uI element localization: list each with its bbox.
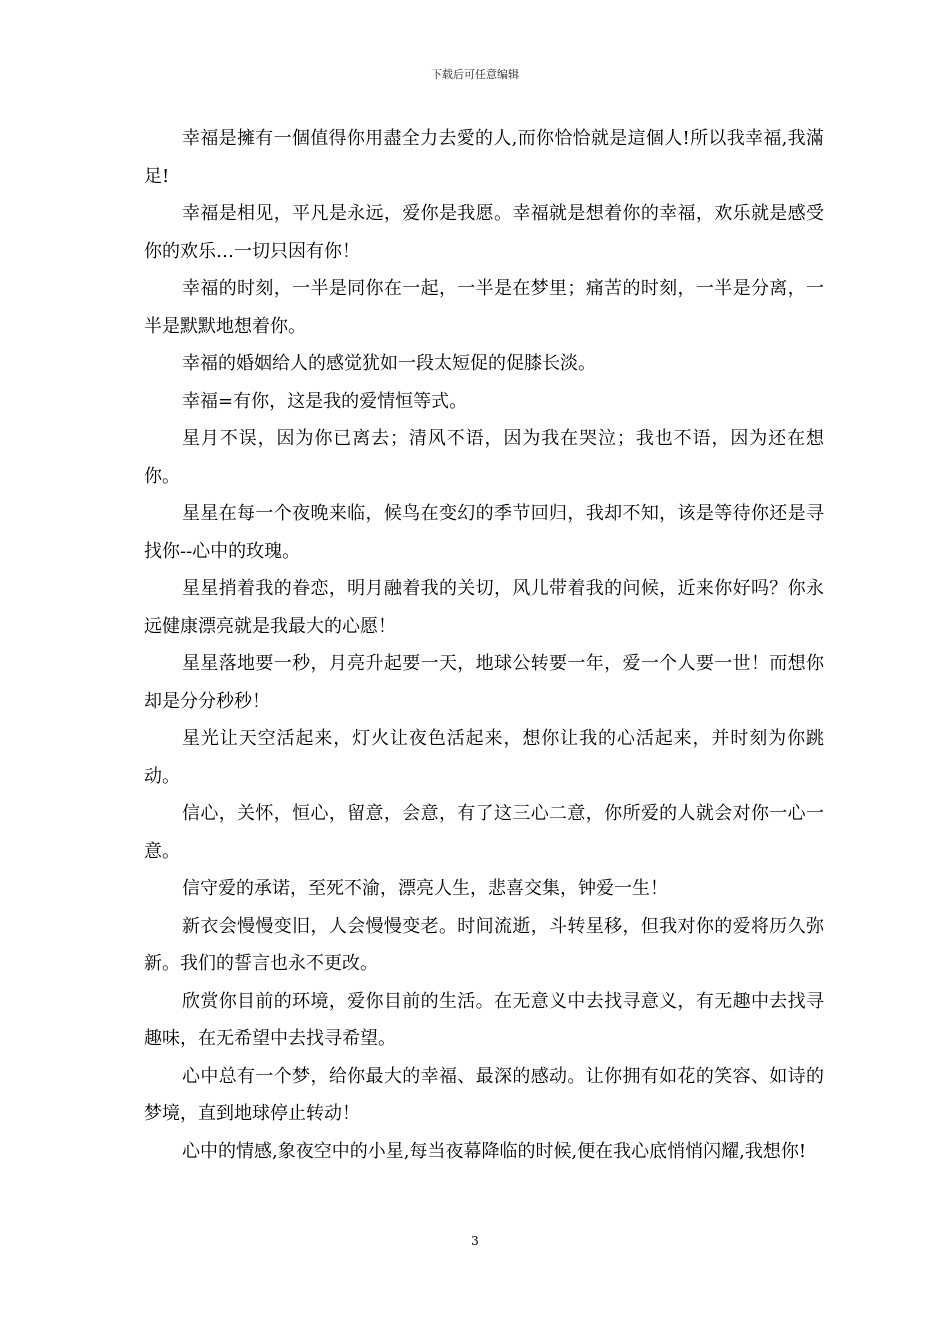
paragraph: 心中总有一个梦，给你最大的幸福、最深的感动。让你拥有如花的笑容、如诗的梦境，直到地球停止转动！ bbox=[144, 1065, 824, 1124]
paragraph: 心中的情感,象夜空中的小星,每当夜幕降临的时候,便在我心底悄悄闪耀,我想你! bbox=[182, 1140, 807, 1162]
page-header: 下载后可任意编辑 bbox=[431, 68, 519, 81]
paragraph: 幸福的时刻，一半是同你在一起，一半是在梦里；痛苦的时刻，一半是分离，一半是默默地想着你。 bbox=[144, 278, 824, 337]
paragraph: 星星在每一个夜晚来临，候鸟在变幻的季节回归，我却不知，该是等待你还是寻找你--心中的玫瑰。 bbox=[144, 503, 824, 562]
paragraph: 幸福是擁有一個值得你用盡全力去愛的人,而你恰恰就是這個人!所以我幸福,我滿足! bbox=[144, 128, 824, 187]
paragraph: 幸福=有你，这是我的爱情恒等式。 bbox=[182, 390, 468, 412]
paragraph: 星星落地要一秒，月亮升起要一天，地球公转要一年，爱一个人要一世！而想你却是分分秒秒！ bbox=[144, 653, 824, 712]
paragraph: 欣赏你目前的环境，爱你目前的生活。在无意义中去找寻意义，有无趣中去找寻趣味，在无希望中去找寻希望。 bbox=[144, 990, 824, 1049]
paragraph: 幸福的婚姻给人的感觉犹如一段太短促的促膝长淡。 bbox=[182, 353, 596, 374]
document-body bbox=[144, 120, 824, 1170]
paragraph: 星月不误，因为你已离去；清风不语，因为我在哭泣；我也不语，因为还在想你。 bbox=[144, 428, 824, 487]
paragraph: 信守爱的承诺，至死不渝，漂亮人生，悲喜交集，钟爱一生！ bbox=[182, 878, 668, 899]
paragraph: 星光让天空活起来，灯火让夜色活起来，想你让我的心活起来，并时刻为你跳动。 bbox=[144, 728, 824, 787]
paragraph: 幸福是相见，平凡是永远，爱你是我愿。幸福就是想着你的幸福，欢乐就是感受你的欢乐…一切只因有你！ bbox=[144, 203, 824, 262]
page-number: 3 bbox=[471, 1234, 479, 1248]
paragraph: 星星捎着我的眷恋，明月融着我的关切，风儿带着我的问候，近来你好吗？你永远健康漂亮就是我最大的心愿！ bbox=[144, 578, 824, 637]
paragraph: 信心，关怀，恒心，留意，会意，有了这三心二意，你所爱的人就会对你一心一意。 bbox=[144, 803, 824, 862]
paragraph: 新衣会慢慢变旧，人会慢慢变老。时间流逝，斗转星移，但我对你的爱将历久弥新。我们的誓言也永不更改。 bbox=[144, 915, 824, 974]
